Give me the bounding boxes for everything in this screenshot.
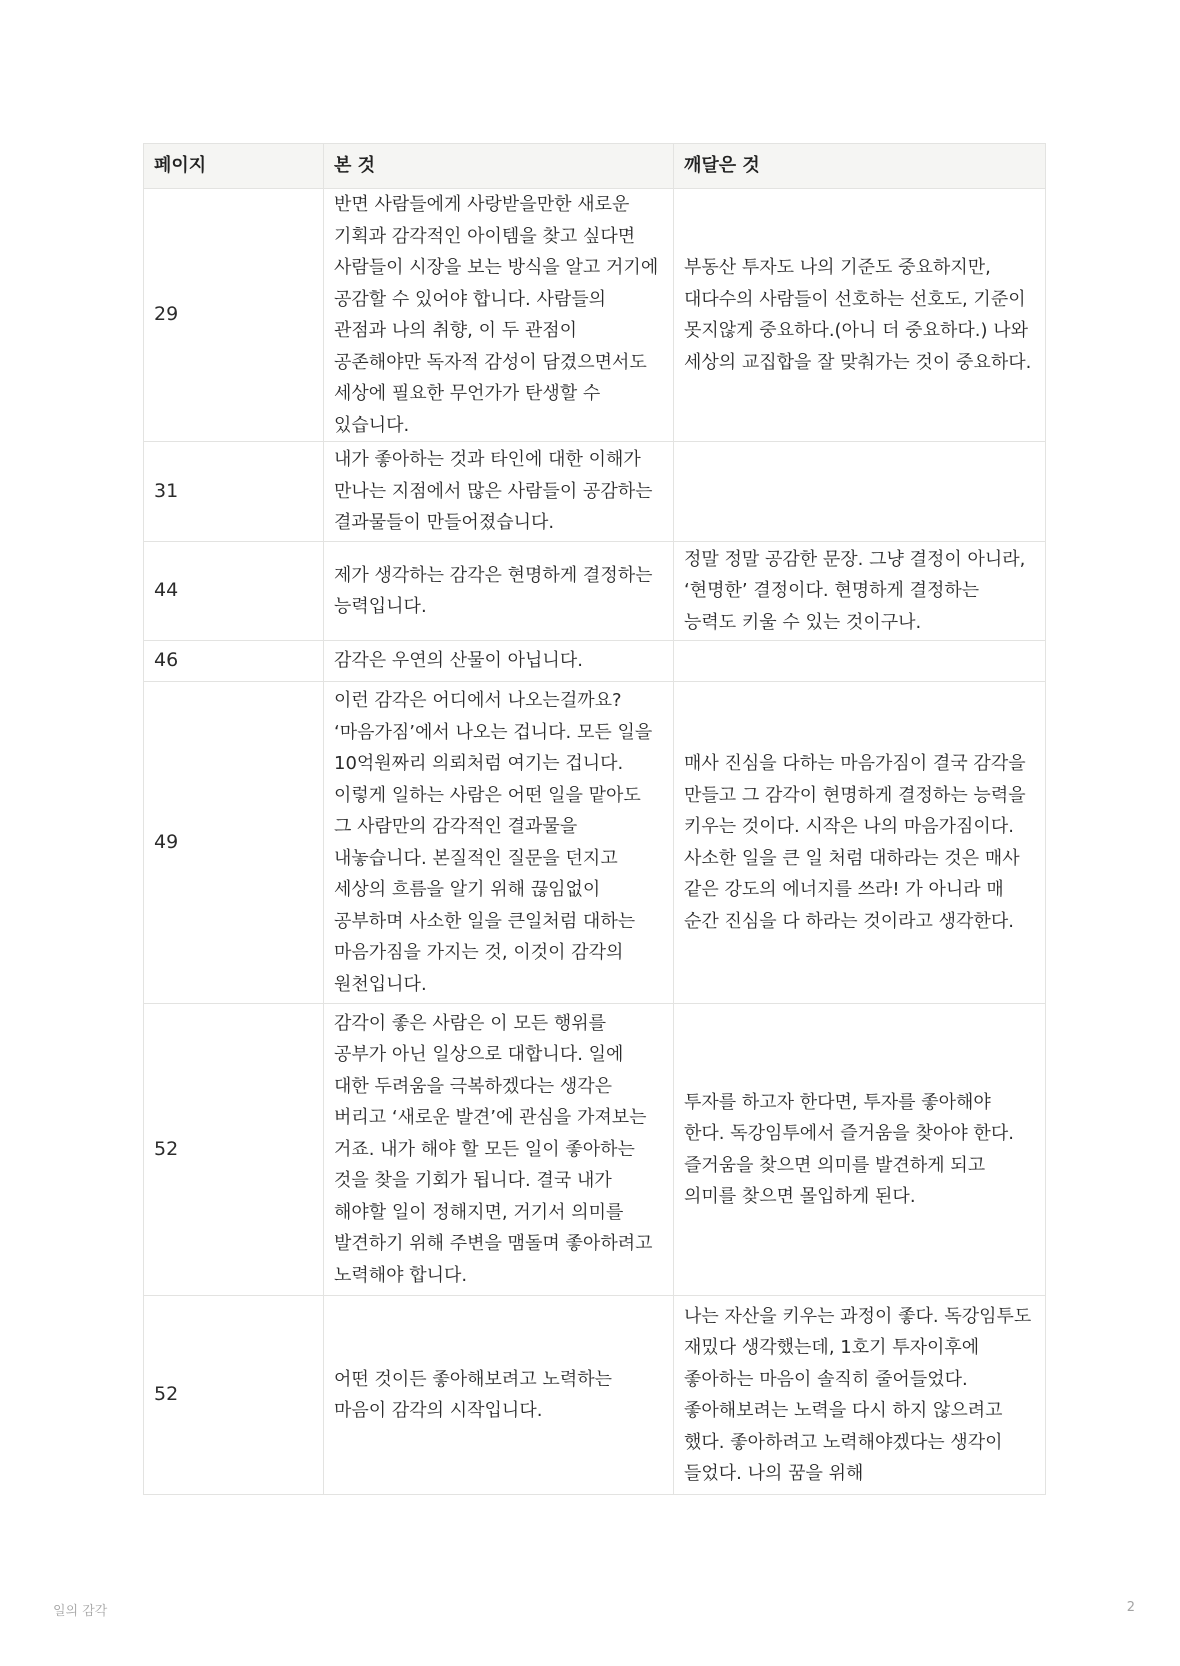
learned-cell: 정말 정말 공감한 문장. 그냥 결정이 아니라, ‘현명한’ 결정이다. 현명하게 결정하는 능력도 키울 수 있는 것이구나. — [674, 542, 1046, 641]
table-row — [144, 542, 1046, 641]
seen-cell: 반면 사람들에게 사랑받을만한 새로운 기획과 감각적인 아이템을 찾고 싶다면 사람들이 시장을 보는 방식을 알고 거기에 공감할 수 있어야 합니다. 사람들의 관점과 나의 취향, 이 두 관점이 공존해야만 독자적 감성이 담겼으면서도 세상에 필요한 무언가가 탄생할 수 있습니다. — [324, 189, 674, 442]
page-cell: 46 — [144, 641, 324, 682]
page-cell: 44 — [144, 542, 324, 641]
learned-cell: 나는 자산을 키우는 과정이 좋다. 독강임투도 재밌다 생각했는데, 1호기 투자이후에 좋아하는 마음이 솔직히 줄어들었다. 좋아해보려는 노력을 다시 하지 않으려고 했다. 좋아하려고 노력해야겠다는 생각이 들었다. 나의 꿈을 위해 — [674, 1296, 1046, 1495]
footer-page-number: 2 — [1126, 1600, 1135, 1615]
table-row — [144, 442, 1046, 542]
page-cell: 52 — [144, 1296, 324, 1495]
learned-cell: 매사 진심을 다하는 마음가짐이 결국 감각을 만들고 그 감각이 현명하게 결정하는 능력을 키우는 것이다. 시작은 나의 마음가짐이다. 사소한 일을 큰 일 처럼 대하라는 것은 매사 같은 강도의 에너지를 쓰라! 가 아니라 매 순간 진심을 다 하라는 것이라고 생각한다. — [674, 682, 1046, 1004]
seen-cell: 내가 좋아하는 것과 타인에 대한 이해가 만나는 지점에서 많은 사람들이 공감하는 결과물들이 만들어졌습니다. — [324, 442, 674, 542]
table-row — [144, 189, 1046, 442]
seen-cell: 제가 생각하는 감각은 현명하게 결정하는 능력입니다. — [324, 542, 674, 641]
learned-cell — [674, 442, 1046, 542]
seen-cell: 감각이 좋은 사람은 이 모든 행위를 공부가 아닌 일상으로 대합니다. 일에 대한 두려움을 극복하겠다는 생각은 버리고 ‘새로운 발견’에 관심을 가져보는 거죠. 내가 해야 할 모든 일이 좋아하는 것을 찾을 기회가 됩니다. 결국 내가 해야할 일이 정해지면, 거기서 의미를 발견하기 위해 주변을 맴돌며 좋아하려고 노력해야 합니다. — [324, 1004, 674, 1296]
table-row — [144, 641, 1046, 682]
seen-cell: 이런 감각은 어디에서 나오는걸까요? ‘마음가짐’에서 나오는 겁니다. 모든 일을 10억원짜리 의뢰처럼 여기는 겁니다. 이렇게 일하는 사람은 어떤 일을 맡아도 그 사람만의 감각적인 결과물을 내놓습니다. 본질적인 질문을 던지고 세상의 흐름을 알기 위해 끊임없이 공부하며 사소한 일을 큰일처럼 대하는 마음가짐을 가지는 것, 이것이 감각의 원천입니다. — [324, 682, 674, 1004]
table-header-row — [144, 144, 1046, 189]
seen-cell: 감각은 우연의 산물이 아닙니다. — [324, 641, 674, 682]
page-cell: 29 — [144, 189, 324, 442]
seen-cell: 어떤 것이든 좋아해보려고 노력하는 마음이 감각의 시작입니다. — [324, 1296, 674, 1495]
table-row — [144, 1296, 1046, 1495]
page-cell: 52 — [144, 1004, 324, 1296]
header-page: 페이지 — [144, 144, 324, 189]
table-row — [144, 682, 1046, 1004]
header-seen: 본 것 — [324, 144, 674, 189]
learned-cell: 부동산 투자도 나의 기준도 중요하지만, 대다수의 사람들이 선호하는 선호도, 기준이 못지않게 중요하다.(아니 더 중요하다.) 나와 세상의 교집합을 잘 맞춰가는 것이 중요하다. — [674, 189, 1046, 442]
learned-cell — [674, 641, 1046, 682]
table-row — [144, 1004, 1046, 1296]
reading-notes-table — [143, 143, 1046, 1495]
page-cell: 49 — [144, 682, 324, 1004]
learned-cell: 투자를 하고자 한다면, 투자를 좋아해야 한다. 독강임투에서 즐거움을 찾아야 한다. 즐거움을 찾으면 의미를 발견하게 되고 의미를 찾으면 몰입하게 된다. — [674, 1004, 1046, 1296]
footer-book-title: 일의 감각 — [53, 1604, 108, 1619]
header-learned: 깨달은 것 — [674, 144, 1046, 189]
page-cell: 31 — [144, 442, 324, 542]
